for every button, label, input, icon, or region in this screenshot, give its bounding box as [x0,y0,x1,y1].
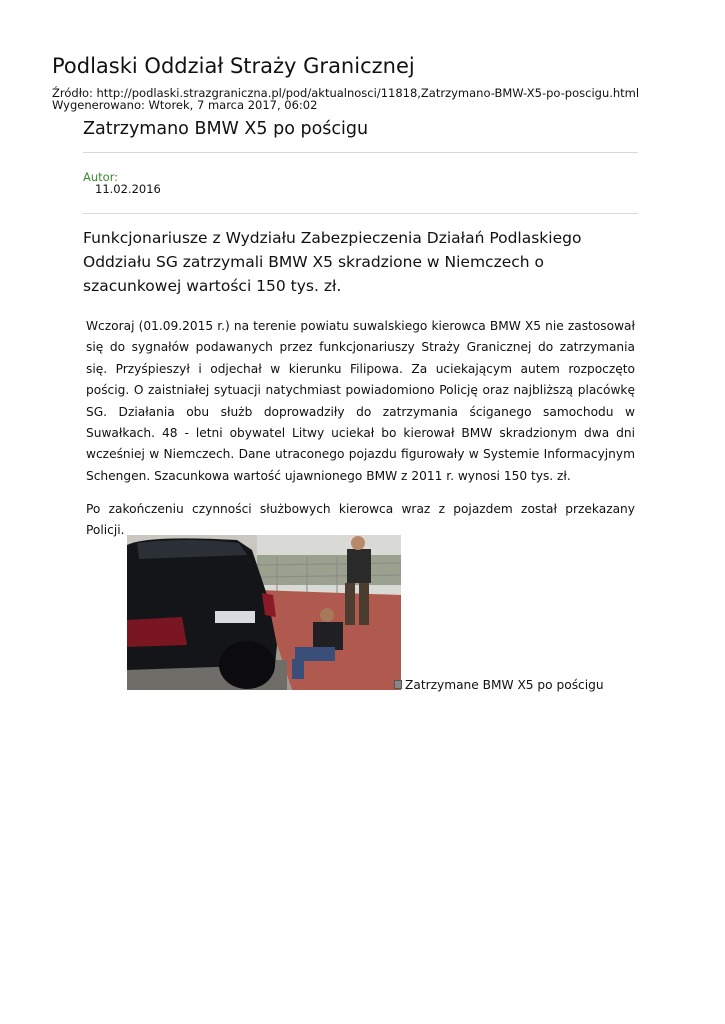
source-line: Źródło: http://podlaski.strazgraniczna.pl/pod/aktualnosci/11818,Zatrzymano-BMW-X5-po-poscigu.html [52,86,640,100]
image-caption: Zatrzymane BMW X5 po pościgu [405,678,604,692]
generated-line: Wygenerowano: Wtorek, 7 marca 2017, 06:02 [52,98,318,112]
article-photo [127,535,401,690]
article-date: 11.02.2016 [95,182,161,196]
image-placeholder-icon [394,680,402,689]
author-label: Autor: [83,170,119,184]
article-lead: Funkcjonariusze z Wydziału Zabezpieczenia Działań Podlaskiego Oddziału SG zatrzymali BMW X5 skradzione w Niemczech o szacunkowej wartości 150 tys. zł. [83,229,582,295]
site-title: Podlaski Oddział Straży Granicznej [52,54,415,78]
divider [83,152,638,153]
divider [83,213,638,214]
article-paragraph: Po zakończeniu czynności służbowych kierowca wraz z pojazdem został przekazany Policji. [86,502,635,538]
article-paragraph: Wczoraj (01.09.2015 r.) na terenie powiatu suwalskiego kierowca BMW X5 nie zastosował się do sygnałów podawanych przez funkcjonariuszy Straży Granicznej do zatrzymania się. Przyśpieszył i odjechał w kierunku Filipowa. Za uciekającym autem rozpoczęto pościg. O zaistniałej sytuacji natychmiast powiadomiono Policję oraz najbliższą placówkę SG. Działania obu służb doprowadziły do zatrzymania ściganego samochodu w Suwałkach. 48 - letni obywatel Litwy uciekał bo kierował BMW skradzionym dwa dni wcześniej w Niemczech. Dane utraconego pojazdu figurowały w Systemie Informacyjnym Schengen. Szacunkowa wartość ujawnionego BMW z 2011 r. wynosi 150 tys. zł. [86,319,635,483]
article-title: Zatrzymano BMW X5 po pościgu [83,119,369,139]
